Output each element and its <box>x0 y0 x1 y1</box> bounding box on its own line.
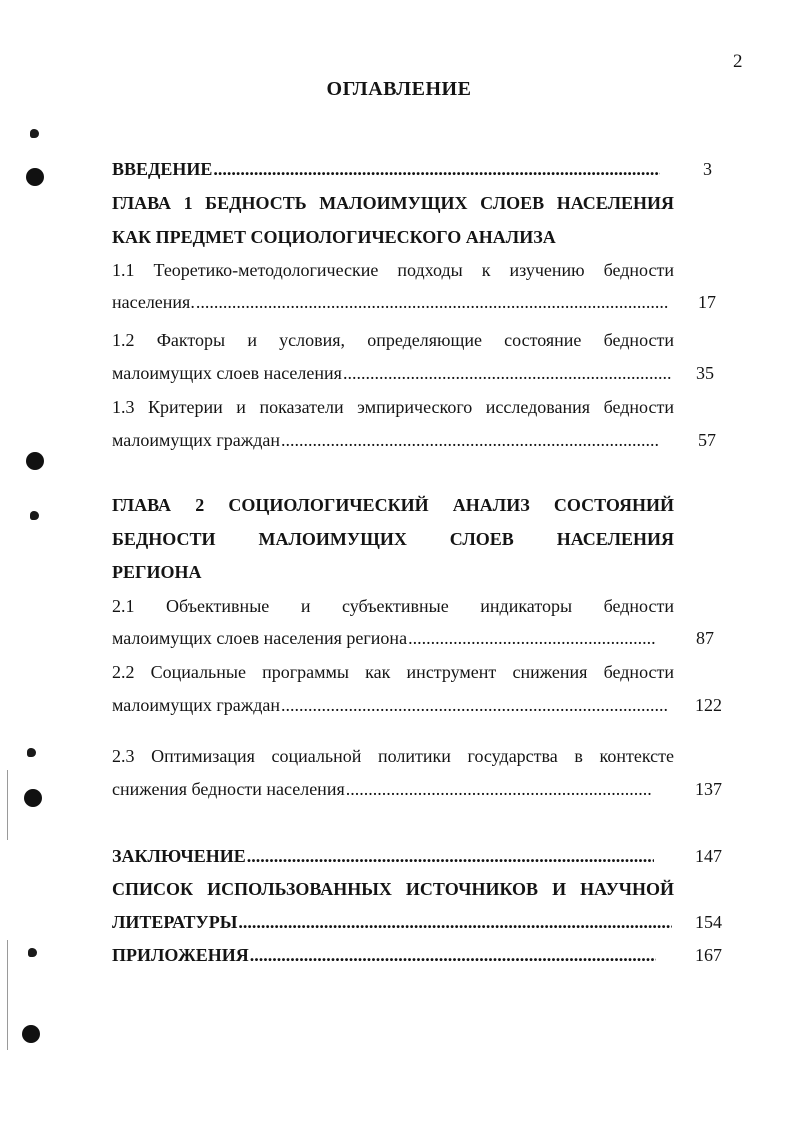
chapter-heading[interactable]: БЕДНОСТИ МАЛОИМУЩИХ СЛОЕВ НАСЕЛЕНИЯ <box>112 529 674 549</box>
chapter-heading[interactable]: ГЛАВА 1 БЕДНОСТЬ МАЛОИМУЩИХ СЛОЕВ НАСЕЛЕНИЯ <box>112 193 674 213</box>
toc-page-number: 35 <box>696 363 714 383</box>
scan-edge-line <box>7 940 8 1050</box>
toc-page-number: 167 <box>695 945 722 965</box>
scan-mark <box>30 129 39 138</box>
toc-entry-conclusion[interactable] <box>112 845 654 867</box>
toc-entry-label: населения. <box>112 292 195 312</box>
toc-page-number: 57 <box>698 430 716 450</box>
toc-entry-section[interactable] <box>112 429 658 451</box>
scan-mark <box>28 948 37 957</box>
toc-entry-section[interactable] <box>112 627 656 649</box>
toc-page-number: 154 <box>695 912 722 932</box>
toc-entry-references[interactable] <box>112 911 672 933</box>
scan-edge-line <box>7 770 8 840</box>
toc-section-title[interactable]: 1.3 Критерии и показатели эмпирического исследования бедности <box>112 397 674 417</box>
binder-hole <box>24 789 42 807</box>
toc-entry-label: ЛИТЕРАТУРЫ <box>112 912 238 932</box>
dot-leader <box>238 911 672 933</box>
dot-leader <box>343 362 672 384</box>
binder-hole <box>22 1025 40 1043</box>
chapter-heading[interactable]: ГЛАВА 2 СОЦИОЛОГИЧЕСКИЙ АНАЛИЗ СОСТОЯНИЙ <box>112 495 674 515</box>
toc-entry-label: ПРИЛОЖЕНИЯ <box>112 945 249 965</box>
toc-section-title[interactable]: 1.1 Теоретико-методологические подходы к изучению бедности <box>112 260 674 280</box>
toc-entry-label: малоимущих граждан <box>112 695 281 715</box>
toc-section-title[interactable]: 2.1 Объективные и субъективные индикаторы бедности <box>112 596 674 616</box>
toc-entry-references-title[interactable]: СПИСОК ИСПОЛЬЗОВАННЫХ ИСТОЧНИКОВ И НАУЧНОЙ <box>112 879 674 899</box>
toc-entry-appendices[interactable] <box>112 944 656 966</box>
toc-entry-section[interactable] <box>112 291 668 313</box>
toc-entry-label: малоимущих слоев населения <box>112 363 342 383</box>
toc-entry-label: малоимущих слоев населения региона <box>112 628 408 648</box>
dot-leader <box>346 778 652 800</box>
toc-entry-section[interactable] <box>112 362 672 384</box>
dot-leader <box>213 158 660 180</box>
toc-entry-label: снижения бедности населения <box>112 779 345 799</box>
dot-leader <box>408 627 656 649</box>
chapter-heading[interactable]: РЕГИОНА <box>112 562 202 582</box>
binder-hole <box>26 452 44 470</box>
toc-entry-label: ЗАКЛЮЧЕНИЕ <box>112 846 246 866</box>
toc-entry-section[interactable] <box>112 778 652 800</box>
page-number: 2 <box>733 51 743 72</box>
chapter-heading[interactable]: КАК ПРЕДМЕТ СОЦИОЛОГИЧЕСКОГО АНАЛИЗА <box>112 227 556 247</box>
toc-section-title[interactable]: 1.2 Факторы и условия, определяющие состояние бедности <box>112 330 674 350</box>
toc-page-number: 137 <box>695 779 722 799</box>
dot-leader <box>196 291 668 313</box>
toc-page-number: 147 <box>695 846 722 866</box>
toc-entry-intro[interactable] <box>112 158 660 180</box>
scan-mark <box>27 748 36 757</box>
dot-leader <box>247 845 654 867</box>
dot-leader <box>281 694 668 716</box>
toc-entry-label: ВВЕДЕНИЕ <box>112 159 213 179</box>
toc-section-title[interactable]: 2.2 Социальные программы как инструмент снижения бедности <box>112 662 674 682</box>
toc-page-number: 17 <box>698 292 716 312</box>
toc-section-title[interactable]: 2.3 Оптимизация социальной политики государства в контексте <box>112 746 674 766</box>
dot-leader <box>281 429 658 451</box>
toc-page-number: 3 <box>703 159 712 179</box>
binder-hole <box>26 168 44 186</box>
toc-entry-section[interactable] <box>112 694 668 716</box>
scan-mark <box>30 511 39 520</box>
toc-entry-label: малоимущих граждан <box>112 430 281 450</box>
toc-page-number: 87 <box>696 628 714 648</box>
page-title: ОГЛАВЛЕНИЕ <box>326 78 472 100</box>
toc-page-number: 122 <box>695 695 722 715</box>
dot-leader <box>250 944 656 966</box>
